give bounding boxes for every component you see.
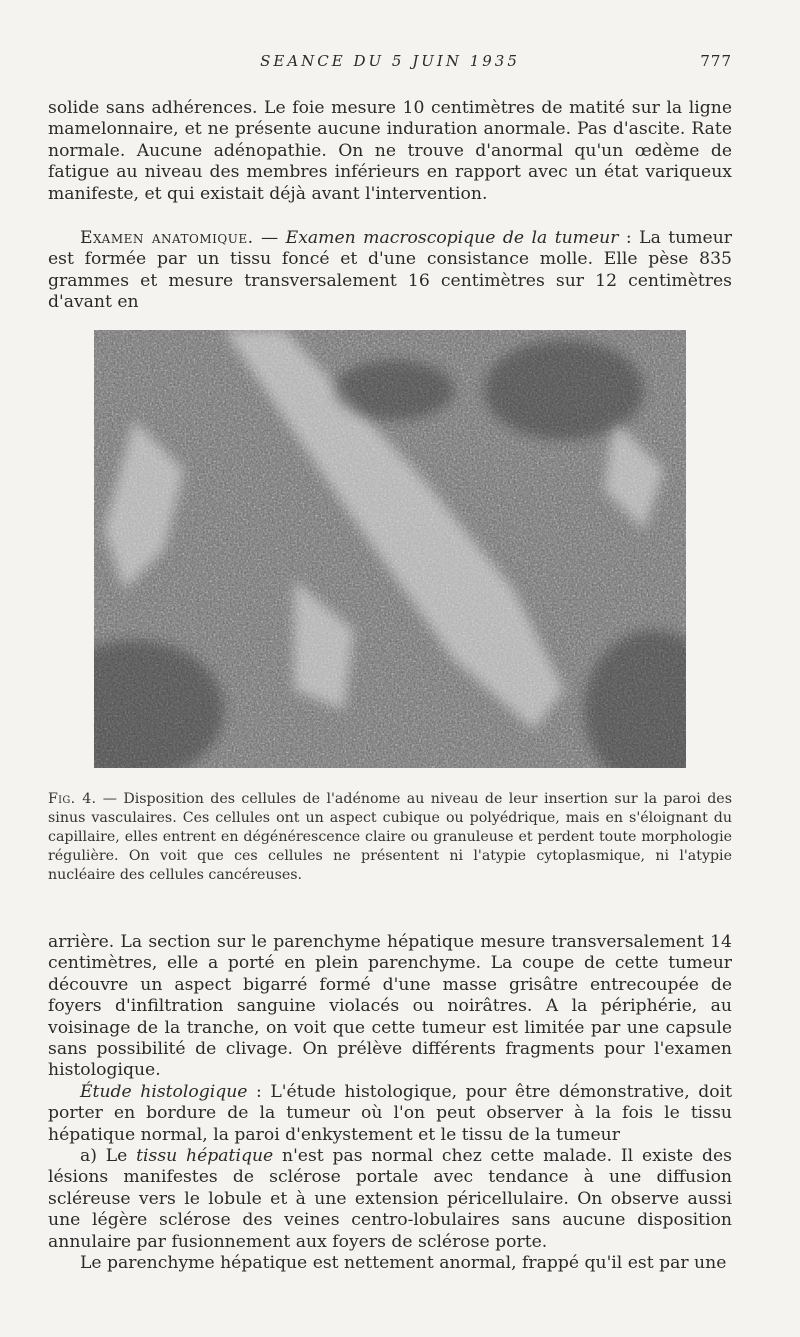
running-header: [48, 52, 732, 74]
paragraph-parenchyma: Le parenchyme hépatique est nettement anormal, frappé qu'il est par une: [80, 1253, 727, 1274]
histology-micrograph: [94, 330, 686, 768]
caption-text: Disposition des cellules de l'adénome au niveau de leur insertion sur la paroi des sinus vasculaires. Ces cellules ont un aspect cubique ou polyédrique, mais en s'éloignant du capillaire, elles entrent en dégénérescence claire ou granuleuse et perdent toute morphologie régulière. On voit que ces cellules ne présentent ni l'atypie cytoplasmique, ni l'atypie nucléaire des cellules cancéreuses.: [48, 791, 732, 883]
liver-term: tissu hépatique: [136, 1146, 274, 1167]
histology-text: : L'étude histologique, pour être démonstrative, doit porter en bordure de la tumeur où l'on peut observer à la fois le tissu hépatique normal, la paroi d'enkystement et le tissu de la tumeur: [48, 1081, 732, 1145]
heading-dash: —: [253, 228, 286, 248]
paragraph-section: arrière. La section sur le parenchyme hépatique mesure transversalement 14 centimètres, elle a porté en plein parenchyme. La coupe de cette tumeur découvre un aspect bigarré formé d'une masse grisâtre entrecoupée de foyers d'infiltration sanguine violacés ou noirâtres. A la périphérie, au voisinage de la tranche, on voit que cette tumeur est limitée par une capsule sans possibilité de clivage. On prélève différents fragments pour l'examen histologique.: [48, 932, 732, 1081]
macroscopic-text: : La tumeur est formée par un tissu foncé et d'une consistance molle. Elle pèse 835 grammes et mesure transversalement 16 centimètres sur 12 centimètres d'avant en: [48, 228, 733, 313]
figure-caption: [48, 790, 732, 885]
histology-heading: Étude histologique: [80, 1081, 248, 1102]
section-heading-anatomique: Examen anatomique.: [80, 228, 254, 248]
page-number: 777: [700, 52, 732, 70]
paragraph-liver-tissue: [48, 1146, 732, 1253]
running-title: SEANCE DU 5 JUIN 1935: [260, 52, 520, 70]
liver-text: n'est pas normal chez cette malade. Il existe des lésions manifestes de sclérose portale avec tendance à une diffusion scléreuse vers le lobule et à une extension péricellulaire. On observe aussi une légère sclérose des veines centro-lobulaires sans aucune disposition annulaire par fusionnement aux foyers de sclérose porte.: [48, 1146, 733, 1252]
body-continuation: [48, 932, 732, 1275]
paragraph-macroscopic: [48, 228, 732, 314]
figure-label: Fig. 4.: [48, 791, 97, 807]
liver-prefix: a) Le: [80, 1146, 137, 1167]
caption-dash: —: [96, 791, 124, 807]
paragraph-histology: [48, 1082, 732, 1146]
paragraph-clinical: solide sans adhérences. Le foie mesure 10 centimètres de matité sur la ligne mamelonnaire, et ne présente aucune induration anormale. Pas d'ascite. Rate normale. Aucune adénopathie. On ne trouve d'anormal qu'un œdème de fatigue au niveau des membres inférieurs en rapport avec un état variqueux manifeste, et qui existait déjà avant l'intervention.: [48, 98, 732, 204]
subheading-macroscopique: Examen macroscopique de la tumeur: [285, 228, 619, 248]
